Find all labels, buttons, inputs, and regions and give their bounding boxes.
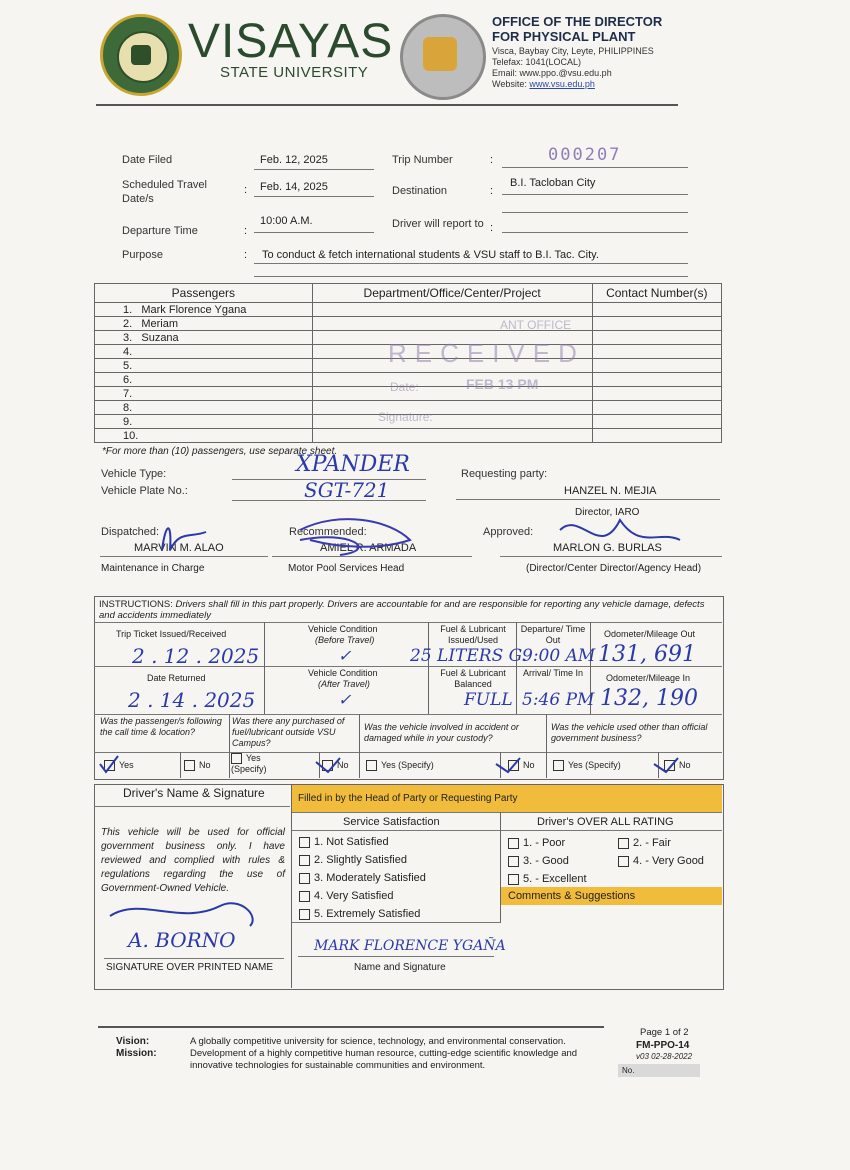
service-option-1-label: 1. Not Satisfied <box>314 836 389 848</box>
service-option-5[interactable] <box>299 908 420 920</box>
mission-statement: Development of a highly competitive human resource, cutting-edge scientific knowledge and innovative technologies for sustainable communities and environment. <box>190 1048 578 1071</box>
fuel-balance-label: Fuel & Lubricant Balanced <box>440 668 506 689</box>
form-version: v03 02-28-2022 <box>636 1052 693 1061</box>
vehicle-plate-value: SGT-721 <box>304 478 390 502</box>
office-address: Visca, Baybay City, Leyte, PHILIPPINES <box>492 46 654 56</box>
passenger-name: Meriam <box>141 317 179 330</box>
stamp-signature-label: Signature: <box>378 410 433 424</box>
rating-option-4-label: 4. - Very Good <box>633 855 704 867</box>
question-calltime: Was the passenger/s following the call time & location? <box>100 716 222 737</box>
website-link[interactable]: www.vsu.edu.ph <box>529 79 595 89</box>
vehicle-plate-label: Vehicle Plate No.: <box>101 485 188 497</box>
stamp-date-label: Date: <box>390 380 419 394</box>
q3-yes-label: Yes (Specify) <box>381 760 434 770</box>
control-number-box: No. <box>618 1064 700 1077</box>
q4-yes-label: Yes (Specify) <box>568 760 621 770</box>
question-fuel-purchase: Was there any purchased of fuel/lubricant outside VSU Campus? <box>232 716 345 748</box>
table-row <box>95 317 722 331</box>
physical-plant-logo <box>400 14 486 100</box>
odo-in-value: 132, 190 <box>600 686 698 711</box>
website-label: Website: <box>492 79 530 89</box>
office-website <box>492 79 654 90</box>
cond-before-value: ✓ <box>338 646 352 665</box>
row-number: 2. <box>123 317 133 330</box>
signature-caption: SIGNATURE OVER PRINTED NAME <box>106 962 274 973</box>
rating-option-1-label: 1. - Poor <box>523 837 566 849</box>
cond-before-sub: (Before Travel) <box>315 635 375 645</box>
row-number: 8. <box>123 401 133 414</box>
driver-statement: This vehicle will be used for official government business only. I have reviewed and complied with rules & regulations regarding the use of Government-Owned Vehicle. <box>101 827 285 894</box>
requesting-party-name: HANZEL N. MEJIA <box>564 485 657 497</box>
approved-title: (Director/Center Director/Agency Head) <box>526 563 702 574</box>
odo-out-label: Odometer/Mileage Out <box>604 629 696 639</box>
cond-after-value: ✓ <box>338 690 352 709</box>
driver-section-header: Driver's Name & Signature <box>123 786 265 800</box>
rating-option-3-label: 3. - Good <box>523 855 569 867</box>
passengers-header: Passengers <box>95 284 313 303</box>
q4-no-label: No <box>679 760 691 770</box>
purpose-label: Purpose <box>122 249 163 261</box>
service-option-1[interactable] <box>299 836 389 848</box>
row-number: 4. <box>123 345 133 358</box>
form-code: FM-PPO-14 <box>636 1040 690 1051</box>
office-title <box>492 14 662 44</box>
service-option-4-label: 4. Very Satisfied <box>314 890 394 902</box>
service-option-2[interactable] <box>299 854 407 866</box>
signature-scribbles <box>140 510 740 570</box>
party-section-header: Filled in by the Head of Party or Requesting Party <box>298 793 518 804</box>
recommended-label: Recommended: <box>289 526 367 538</box>
requesting-party-label: Requesting party: <box>461 468 548 480</box>
driver-signature-scribble <box>100 896 270 936</box>
passengers-note: *For more than (10) passengers, use separate sheet. <box>102 446 338 457</box>
row-number: 3. <box>123 331 133 344</box>
office-email: Email: www.ppo.@vsu.edu.ph <box>492 68 612 78</box>
returned-date-value: 2 . 14 . 2025 <box>128 688 256 712</box>
date-filed-value: Feb. 12, 2025 <box>260 154 328 166</box>
dispatched-name: MARVIN M. ALAO <box>134 542 224 554</box>
q2-yes-checkbox[interactable]: Yes (Specify) <box>231 753 267 775</box>
purpose-value: To conduct & fetch international students & VSU staff to B.I. Tac. City. <box>262 249 599 261</box>
dispatched-title: Maintenance in Charge <box>101 563 205 574</box>
departure-value: 10:00 A.M. <box>260 215 313 227</box>
fuel-issued-value: 25 LITERS G. <box>410 646 528 666</box>
question-unofficial-use: Was the vehicle used other than official government business? <box>551 722 708 743</box>
ticket-date-value: 2 . 12 . 2025 <box>132 644 260 668</box>
department-header: Department/Office/Center/Project <box>312 284 592 303</box>
question-accident: Was the vehicle involved in accident or damaged while in your custody? <box>364 722 519 743</box>
date-filed-label: Date Filed <box>122 154 173 166</box>
stamp-office: ANT OFFICE <box>500 318 572 332</box>
comments-label: Comments & Suggestions <box>508 890 636 902</box>
recommended-name: AMIEL R. ARMADA <box>320 542 417 554</box>
service-option-3-label: 3. Moderately Satisfied <box>314 872 426 884</box>
university-name: VISAYAS <box>188 15 394 68</box>
vision-text <box>190 1036 610 1072</box>
university-seal <box>100 14 182 96</box>
departure-time-label: Departure/ Time Out <box>520 624 586 645</box>
page-number: Page 1 of 2 <box>640 1027 689 1038</box>
trip-number-label: Trip Number <box>392 154 453 166</box>
fuel-issued-label: Fuel & Lubricant Issued/Used <box>440 624 506 645</box>
recommended-title: Motor Pool Services Head <box>288 563 405 574</box>
party-signer-caption: Name and Signature <box>354 962 446 973</box>
passenger-name: Mark Florence Ygana <box>141 303 247 316</box>
stamp-received: RECEIVED <box>388 338 585 368</box>
driver-signature: A. BORNO <box>128 928 236 952</box>
service-option-3[interactable] <box>299 872 426 884</box>
instructions-text <box>99 599 717 621</box>
checkmark-scribbles <box>96 752 716 778</box>
service-option-5-label: 5. Extremely Satisfied <box>314 908 421 920</box>
contact-header: Contact Number(s) <box>592 284 721 303</box>
row-number: 10. <box>123 429 139 442</box>
dispatched-label: Dispatched: <box>101 526 160 538</box>
university-subtitle: STATE UNIVERSITY <box>220 64 369 81</box>
scheduled-value: Feb. 14, 2025 <box>260 181 328 193</box>
vehicle-type-label: Vehicle Type: <box>101 468 167 480</box>
cond-after-label: Vehicle Condition <box>308 668 378 678</box>
date-returned-label: Date Returned <box>147 673 206 683</box>
trip-number-value: 000207 <box>548 145 622 165</box>
q2-no-label: No <box>337 760 349 770</box>
service-option-2-label: 2. Slightly Satisfied <box>314 854 407 866</box>
mission-label: Mission: <box>116 1048 157 1059</box>
instructions-body: Drivers shall fill in this part properly. Drivers are accountable for and are responsible for reporting any vehicle damage, defects and accidents immediately <box>99 599 705 621</box>
passenger-name: Suzana <box>141 331 179 344</box>
rating-option-1[interactable] <box>508 837 565 849</box>
odo-in-label: Odometer/Mileage In <box>606 673 691 683</box>
destination-value: B.I. Tacloban City <box>510 177 596 189</box>
q1-no-label: No <box>199 760 211 770</box>
departure-label: Departure Time <box>122 225 198 237</box>
table-row <box>95 303 722 317</box>
time-in-value: 5:46 PM <box>522 690 595 710</box>
ticket-issued-label: Trip Ticket Issued/Received <box>116 629 227 639</box>
approved-label: Approved: <box>483 526 534 538</box>
q3-no-label: No <box>523 760 535 770</box>
row-number: 6. <box>123 373 133 386</box>
approved-name: MARLON G. BURLAS <box>553 542 662 554</box>
service-option-4[interactable] <box>299 890 394 902</box>
party-signer: MARK FLORENCE YGAÑA <box>314 938 506 954</box>
row-number: 5. <box>123 359 133 372</box>
rating-option-5[interactable] <box>508 873 587 885</box>
row-number: 7. <box>123 387 133 400</box>
fuel-balance-value: FULL <box>464 690 513 710</box>
time-out-value: 9:00 AM <box>522 646 596 666</box>
rating-option-2-label: 2. - Fair <box>633 837 671 849</box>
rating-option-5-label: 5. - Excellent <box>523 873 587 885</box>
rating-option-3[interactable] <box>508 855 569 867</box>
destination-label: Destination <box>392 185 448 197</box>
q1-yes-label: Yes <box>119 760 134 770</box>
q2-yes-label: Yes <box>246 753 261 763</box>
office-telefax: Telefax: 1041(LOCAL) <box>492 57 582 67</box>
vision-label: Vision: <box>116 1036 150 1047</box>
driver-report-label: Driver will report to <box>392 218 484 230</box>
cond-before-label: Vehicle Condition <box>308 624 378 634</box>
office-contact <box>492 46 654 90</box>
instructions-label: INSTRUCTIONS: <box>99 599 173 610</box>
row-number: 9. <box>123 415 133 428</box>
office-title-line1: OFFICE OF THE DIRECTOR <box>492 14 663 29</box>
service-satisfaction-title: Service Satisfaction <box>343 816 440 828</box>
rating-option-2[interactable] <box>618 837 671 849</box>
vehicle-type-value: XPANDER <box>296 452 410 477</box>
table-row <box>95 429 722 443</box>
stamp-date: FEB 13 PM <box>466 376 539 392</box>
vision-statement: A globally competitive university for science, technology, and environmental conservation. <box>190 1036 566 1047</box>
header-divider <box>96 104 678 106</box>
cond-after-sub: (After Travel) <box>318 679 370 689</box>
arrival-time-label: Arrival/ Time In <box>522 668 583 678</box>
requesting-party-title: Director, IARO <box>575 507 640 518</box>
office-title-line2: FOR PHYSICAL PLANT <box>492 29 636 44</box>
rating-title: Driver's OVER ALL RATING <box>537 816 674 828</box>
row-number: 1. <box>123 303 133 316</box>
odo-out-value: 131, 691 <box>598 642 696 667</box>
scheduled-label: Scheduled Travel Date/s <box>122 179 207 205</box>
rating-option-4[interactable] <box>618 855 704 867</box>
